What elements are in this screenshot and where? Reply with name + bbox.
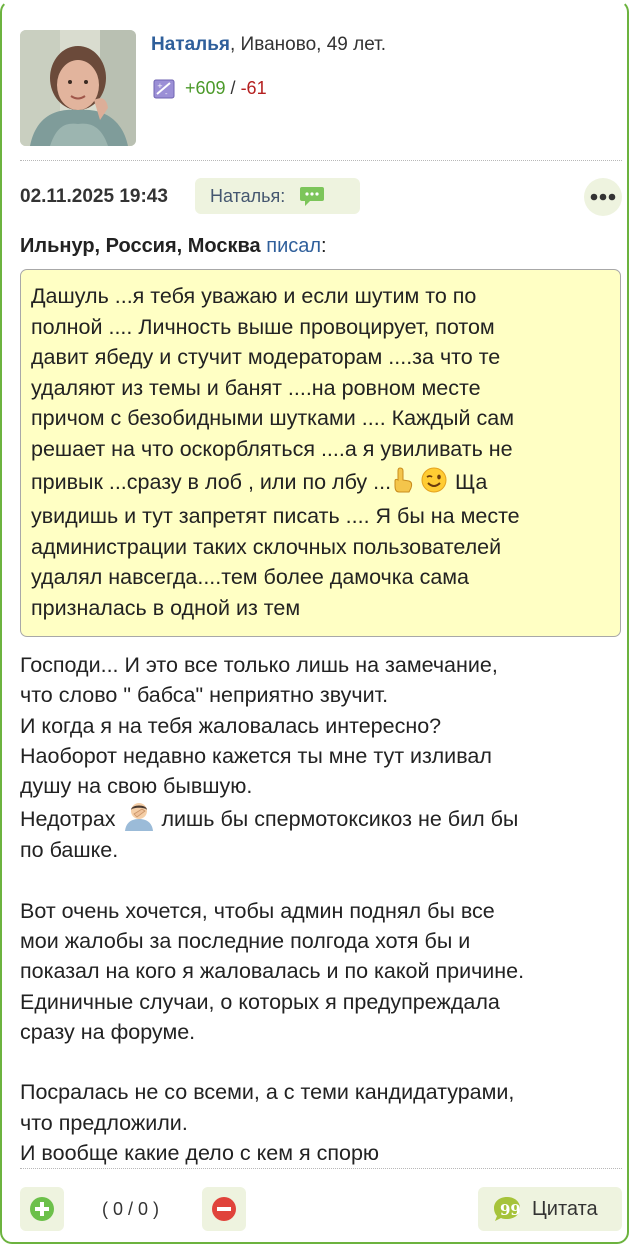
reply-to-author-button[interactable] (195, 178, 360, 214)
quote-header (20, 235, 327, 258)
quote-line: полной .... Личность выше провоцирует, потом (31, 314, 495, 339)
svg-text:+: + (157, 81, 163, 90)
quote-line: призналась в одной из тем (31, 595, 301, 620)
quote-colon: : (321, 235, 327, 257)
user-line (151, 34, 386, 56)
post-header (20, 30, 620, 150)
paragraph-gap (20, 1047, 625, 1077)
body-line: мои жалобы за последние полгода хотя бы и (20, 929, 471, 954)
body-line: лишь бы спермотоксикоз не бил бы (155, 807, 519, 832)
quote-line-with-emoji (31, 464, 610, 501)
quote-line: Дашуль ...я тебя уважаю и если шутим то по (31, 284, 477, 308)
avatar[interactable] (20, 30, 136, 146)
quote-wrote-link[interactable]: писал (266, 235, 322, 257)
vote-up-button[interactable] (20, 1187, 64, 1231)
quote-line: решает на что оскорбляться ....а я увиливать не (31, 436, 513, 461)
user-rating (153, 78, 267, 99)
body-line: душу на свою бывшую. (20, 774, 253, 799)
vote-count: ( 0 / 0 ) (102, 1199, 160, 1219)
quote-box (20, 269, 621, 637)
vote-down-button[interactable] (202, 1187, 246, 1231)
quote-line: увидишь и тут запретят писать .... Я бы на месте (31, 504, 520, 528)
quote-author: Ильнур, Россия, Москва (20, 235, 261, 257)
body-line: Недотрах (20, 807, 122, 832)
rating-minus: -61 (240, 78, 267, 98)
quote-line: удаляют из темы и банят ....на ровном месте (31, 375, 481, 400)
avatar-photo (20, 30, 136, 146)
quote-line: удалял навсегда....тем более дамочка сама (31, 565, 470, 589)
body-line: Господи... И это все только лишь на замечание, (20, 653, 498, 677)
body-line: Вот очень хочется, чтобы админ поднял бы все (20, 898, 495, 923)
body-line: Наоборот недавно кажется ты мне тут изливал (20, 743, 492, 768)
body-line: что предложили. (20, 1110, 188, 1135)
footer-divider (20, 1168, 622, 1169)
rating-plus: +609 (185, 78, 226, 98)
user-name-link[interactable]: Наталья (151, 34, 230, 55)
reply-to-author-label: Наталья: (210, 185, 286, 206)
quote-line: администрации таких склочных пользователей (31, 534, 502, 559)
post-date: 02.11.2025 19:43 (20, 186, 168, 207)
quote-button-label: Цитата (532, 1197, 598, 1220)
quote-button[interactable] (478, 1187, 622, 1231)
rating-icon[interactable] (153, 79, 175, 99)
body-line: Единичные случаи, о которых я предупреждала (20, 989, 500, 1014)
header-divider (20, 160, 622, 161)
body-line: сразу на форуме. (20, 1019, 196, 1044)
body-line-with-emoji (20, 801, 625, 835)
wink-emoji (419, 466, 449, 494)
body-line: по башке. (20, 838, 119, 863)
more-dots-icon (590, 193, 616, 201)
quote-line: Ща (449, 470, 488, 494)
chat-bubble-icon (299, 185, 325, 207)
quote-line: привык ...сразу в лоб , или по лбу ... (31, 470, 392, 494)
minus-circle-icon (211, 1196, 237, 1222)
svg-text:99: 99 (500, 1201, 521, 1219)
facepalm-emoji (122, 801, 156, 831)
body-line: показал на кого я жаловалась и по какой причине. (20, 959, 525, 984)
more-options-button[interactable] (584, 178, 622, 216)
plus-circle-icon (29, 1196, 55, 1222)
quote-line: давит ябеду и стучит модераторам ....за что те (31, 345, 501, 369)
user-meta: , Иваново, 49 лет. (230, 34, 387, 55)
quote-bubble-icon (492, 1195, 522, 1223)
quote-line: причом с безобидными шутками .... Каждый сам (31, 406, 514, 430)
rating-separator: / (230, 78, 236, 98)
post-body (20, 650, 625, 1168)
body-line: что слово " бабса" неприятно звучит. (20, 683, 389, 708)
svg-text:-: - (165, 89, 168, 98)
body-line: И вообще какие дело с кем я спорю (20, 1140, 380, 1165)
body-line: Посралась не со всеми, а с теми кандидатурами, (20, 1080, 515, 1105)
finger-up-emoji (391, 466, 415, 494)
body-line: И когда я на тебя жаловалась интересно? (20, 713, 442, 738)
paragraph-gap (20, 866, 625, 896)
